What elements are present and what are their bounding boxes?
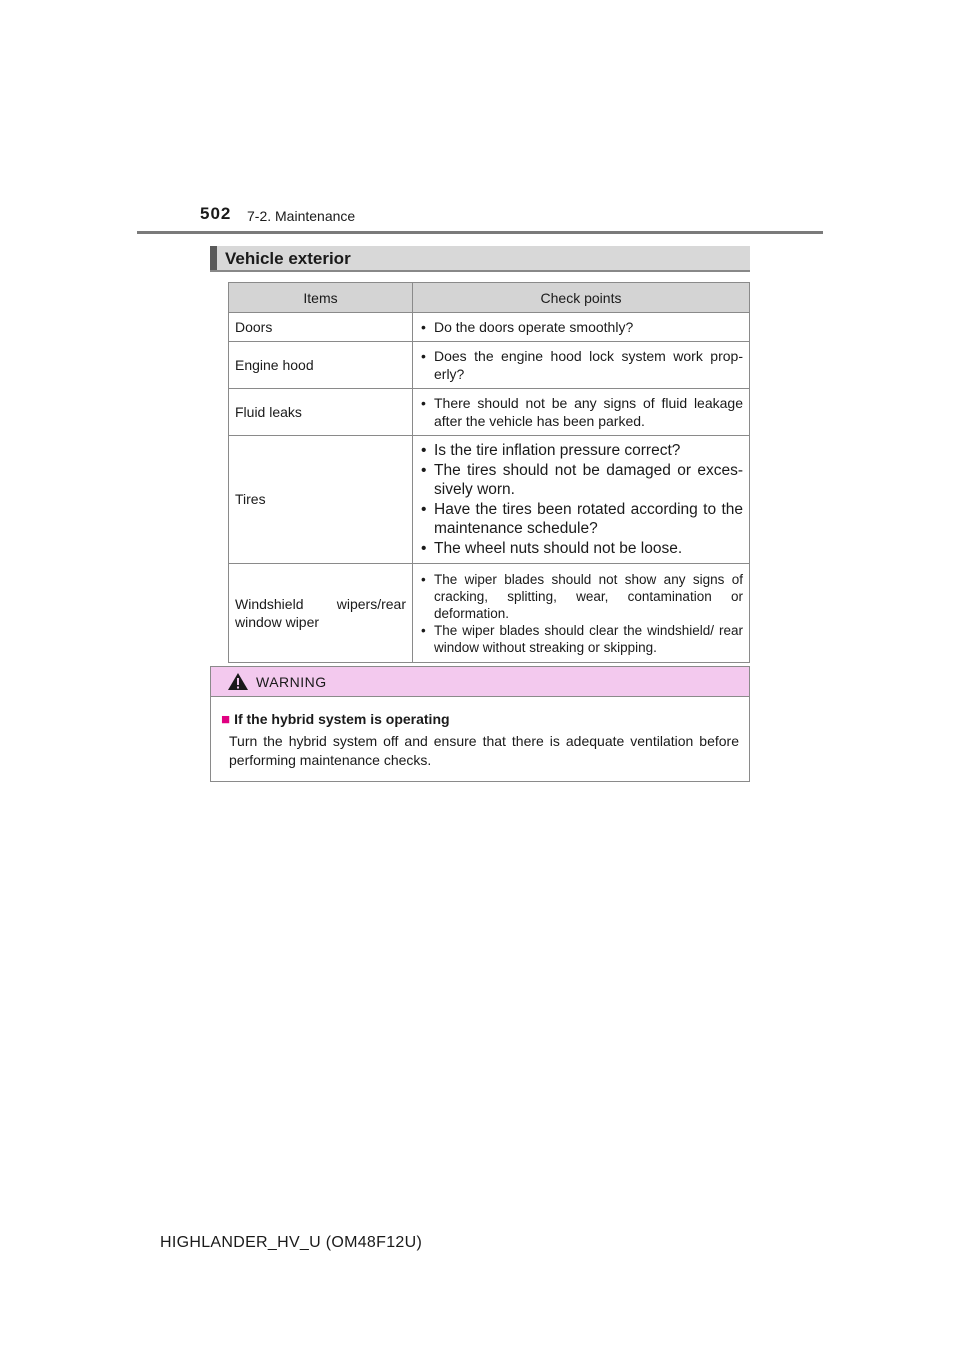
warning-box — [210, 666, 750, 782]
warning-header — [211, 667, 749, 697]
row-points — [413, 342, 750, 389]
section-title-bar — [210, 246, 750, 272]
row-item: Engine hood — [229, 342, 413, 389]
column-header-items: Items — [229, 283, 413, 313]
warning-heading-text: If the hybrid system is operating — [234, 711, 450, 727]
check-point: • Does the engine hood lock system work prop- erly? — [419, 347, 743, 383]
header-rule — [137, 231, 823, 234]
footer-model-code: HIGHLANDER_HV_U (OM48F12U) — [160, 1234, 423, 1251]
table-row — [229, 436, 750, 564]
warning-label: WARNING — [256, 674, 327, 690]
table-row — [229, 342, 750, 389]
section-title-accent — [210, 246, 217, 270]
table-row — [229, 564, 750, 663]
check-point: • The wiper blades should not show any signs of cracking, splitting, wear, contamination or deformation. — [419, 571, 743, 622]
row-item: Fluid leaks — [229, 389, 413, 436]
warning-text: Turn the hybrid system off and ensure that there is adequate ventilation before performing maintenance checks. — [229, 733, 739, 768]
check-point: • Do the doors operate smoothly? — [419, 318, 743, 336]
section-label: 7-2. Maintenance — [247, 208, 356, 224]
row-points — [413, 313, 750, 342]
check-point: • Is the tire inflation pressure correct? — [419, 441, 743, 461]
section-title: Vehicle exterior — [225, 249, 351, 268]
row-points — [413, 564, 750, 663]
table-row — [229, 313, 750, 342]
square-bullet-icon: ■ — [221, 711, 231, 728]
table-row — [229, 389, 750, 436]
table-header-row — [229, 283, 750, 313]
check-point: • Have the tires been rotated according to the maintenance schedule? — [419, 500, 743, 539]
check-point: • The tires should not be damaged or exces- sively worn. — [419, 461, 743, 500]
check-point: • The wiper blades should clear the windshield/ rear window without streaking or skipping. — [419, 622, 743, 656]
row-item: Windshield wipers/rear window wiper — [229, 564, 413, 663]
page-number: 502 — [200, 204, 232, 223]
warning-triangle-icon — [227, 672, 249, 691]
check-point: • There should not be any signs of fluid leakage after the vehicle has been parked. — [419, 394, 743, 430]
warning-body — [211, 697, 749, 770]
row-item: Doors — [229, 313, 413, 342]
warning-heading — [221, 711, 739, 728]
row-points — [413, 389, 750, 436]
row-item: Tires — [229, 436, 413, 564]
check-point: • The wheel nuts should not be loose. — [419, 539, 743, 559]
check-table — [228, 282, 750, 663]
row-points — [413, 436, 750, 564]
column-header-check-points: Check points — [413, 283, 750, 313]
